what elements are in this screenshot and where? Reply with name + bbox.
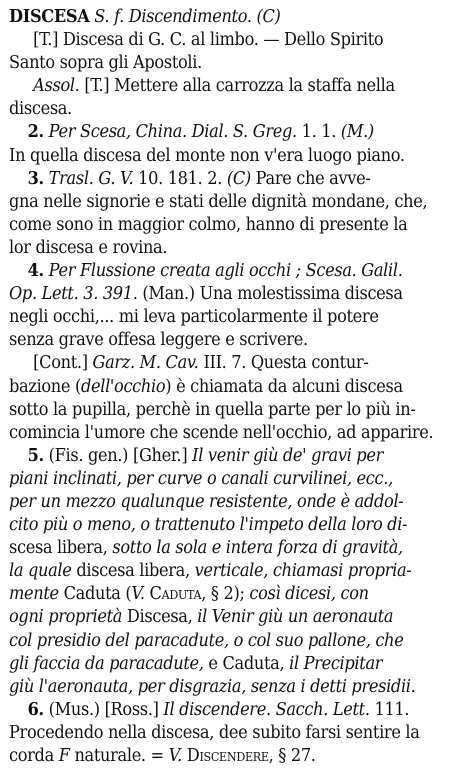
italic-text: così dicesi, con: [249, 584, 369, 605]
text: III. 7. Questa contur-: [203, 353, 369, 374]
entry-line-15: senza grave offesa leggere e scrivere.: [9, 330, 308, 351]
entry-line-1: [9, 6, 430, 29]
entry-line-24: [9, 537, 430, 560]
entry-line-25: [9, 560, 430, 583]
text: discesa libera,: [76, 561, 190, 582]
ref: 1. 1.: [301, 122, 337, 143]
text: (Mus.) [Ross.]: [48, 699, 159, 720]
sense-number: 2.: [27, 122, 44, 143]
text: Discesa,: [126, 607, 193, 628]
text: corda: [9, 746, 54, 766]
entry-line-21: piani inclinati, per curve o canali curvilinei, ecc.,: [9, 468, 393, 489]
source: (C): [226, 168, 251, 189]
entry-line-11: lor discesa e rovina.: [9, 237, 168, 258]
entry-line-7: In quella discesa del monte non v'era luogo piano.: [9, 145, 405, 166]
italic-text: Il discendere. Sacch. Lett.: [163, 699, 370, 720]
entry-line-16: [9, 352, 430, 375]
source: (M.): [340, 122, 374, 143]
text: Discesa di G. C. al limbo. — Dello Spirito: [62, 30, 384, 51]
text: , § 27.: [268, 746, 316, 766]
text: e Caduta,: [208, 653, 285, 674]
italic-term: dell'occhio: [80, 376, 166, 397]
entry-line-31: [9, 699, 430, 722]
cite: G. V.: [98, 168, 134, 189]
italic-text: il Precipitar: [289, 653, 383, 674]
crossref-term: Discendere: [186, 746, 269, 766]
entry-line-3: Santo sopra gli Apostoli.: [9, 53, 202, 74]
source: (Man.): [142, 284, 195, 305]
entry-line-32: Procedendo nella discesa, dee subito farsi sentire la: [9, 722, 420, 743]
italic-text: mente: [9, 584, 59, 605]
entry-line-14: negli occhi,... mi leva particolarmente il potere: [9, 307, 379, 328]
entry-line-12: [9, 260, 430, 283]
entry-line-9: gna nelle signorie e stati delle dignità mondane, che,: [9, 191, 428, 212]
cite: Op. Lett. 3. 391.: [9, 284, 138, 305]
assol-label: Assol.: [33, 76, 80, 97]
italic-text: ogni proprietà: [9, 607, 123, 628]
t-mark: [T.]: [33, 30, 59, 51]
entry-line-8: [9, 168, 430, 191]
text: (Fis. gen.) [Gher.]: [48, 445, 188, 466]
cite: Garz. M. Cav.: [92, 353, 199, 374]
sense-number: 3.: [27, 168, 44, 189]
sense-number: 5.: [27, 445, 44, 466]
crossref-term: Caduta: [149, 584, 202, 605]
entry-line-29: [9, 653, 430, 676]
italic-text: Il venir giù de' gravi per: [192, 445, 383, 466]
entry-line-22: per un mezzo qualunque resistente, onde è addol-: [9, 491, 404, 512]
t-mark: [T.]: [84, 76, 110, 97]
trasl-label: Trasl.: [48, 168, 94, 189]
italic-text: gli faccia da paracadute,: [9, 653, 204, 674]
sense-def: Per Scesa, China. Dial. S. Greg.: [48, 122, 297, 143]
cite: Scesa. Galil.: [305, 261, 403, 282]
text: , § 2);: [201, 584, 245, 605]
entry-line-13: [9, 283, 430, 306]
text: Una molestissima discesa: [199, 284, 403, 305]
entry-line-26: [9, 583, 430, 606]
entry-line-17: [9, 376, 430, 399]
see-label: V.: [131, 584, 145, 605]
text: scesa libera,: [9, 538, 108, 559]
text: Mettere alla carrozza la staffa nella: [114, 76, 395, 97]
text: bazione (: [9, 376, 81, 397]
ref: 10. 181. 2.: [138, 168, 223, 189]
grammar-label: S. f. Discendimento. (C): [94, 7, 281, 27]
sense-number: 6.: [27, 699, 44, 720]
italic-text: il Venir giù un aeronauta: [197, 607, 394, 628]
italic-text: verticale, chiamasi propria-: [194, 561, 412, 582]
text: naturale. =: [74, 746, 164, 766]
entry-line-23: cito più o meno, o trattenuto l'impeto della loro di-: [9, 515, 408, 536]
sense-def: Per Flussione creata agli occhi ;: [48, 261, 301, 282]
italic-text: la quale: [9, 561, 72, 582]
cont-mark: [Cont.]: [33, 353, 88, 374]
headword: DISCESA: [9, 7, 90, 27]
entry-line-2: [9, 29, 430, 52]
text: Caduta (: [63, 584, 132, 605]
entry-line-19: comincia l'umore che scende nell'occhio, ad apparire.: [9, 422, 434, 443]
italic-letter: F: [58, 746, 70, 766]
sense-number: 4.: [27, 261, 44, 282]
entry-line-18: sotto la pupilla, perchè in quella parte per lo più in-: [9, 399, 416, 420]
entry-line-33: [9, 745, 430, 768]
text: ) è chiamata da alcuni discesa: [165, 376, 403, 397]
entry-line-27: [9, 606, 430, 629]
entry-line-10: come sono in maggior colmo, hanno di presente la: [9, 214, 408, 235]
entry-line-4: [9, 75, 430, 98]
entry-line-28: col presidio del paracadute, o col suo pallone, che: [9, 630, 404, 651]
entry-line-6: [9, 121, 430, 144]
entry-line-20: [9, 445, 430, 468]
text: Pare che avve-: [255, 168, 371, 189]
entry-line-5: discesa.: [9, 99, 72, 120]
italic-text: sotto la sola e intera forza di gravità,: [112, 538, 403, 559]
entry-line-30: giù l'aeronauta, per disgrazia, senza i detti presidii.: [9, 676, 416, 697]
ref: 111.: [374, 699, 410, 720]
see-label: V.: [168, 746, 182, 766]
